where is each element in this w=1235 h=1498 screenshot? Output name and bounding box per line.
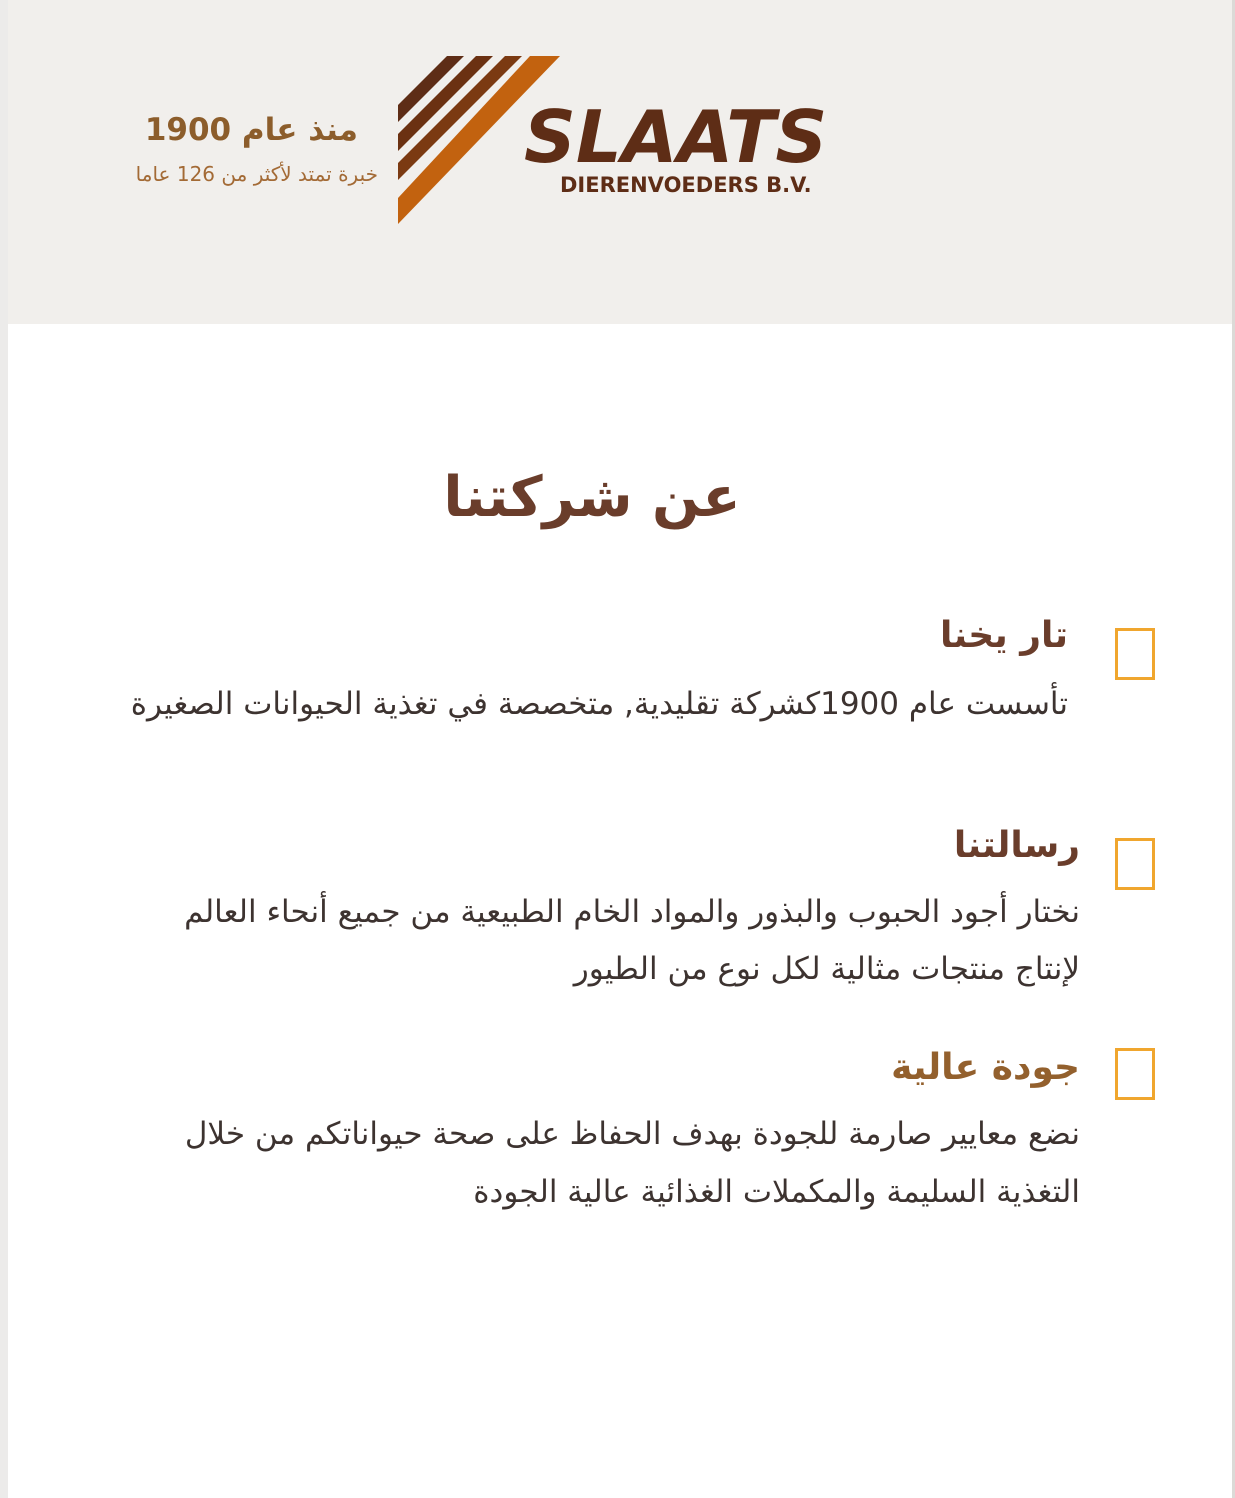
item-text-line: تأسست عام 1900كشركة تقليدية, متخصصة في تغذية الحيوانات الصغيرة: [130, 686, 1068, 722]
item-text-line: نختار أجود الحبوب والبذور والمواد الخام الطبيعية من جميع أنحاء العالم: [184, 894, 1080, 930]
item-heading: تار يخنا: [940, 615, 1068, 656]
checkbox-square-icon: [1115, 628, 1155, 680]
since-year-label: منذ عام 1900: [144, 112, 358, 148]
experience-tagline: خبرة تمتد لأكثر من 126 عاما: [135, 162, 378, 186]
slaats-logo-graphic: [392, 52, 852, 228]
item-heading: جودة عالية: [891, 1047, 1080, 1088]
item-text-line: لإنتاج منتجات مثالية لكل نوع من الطيور: [573, 951, 1080, 987]
about-title: عن شركتنا: [443, 465, 741, 530]
item-text-line: التغذية السليمة والمكملات الغذائية عالية الجودة: [473, 1174, 1080, 1210]
header: [8, 0, 1232, 324]
logo-brand-text: SLAATS: [524, 95, 828, 179]
checkbox-square-icon: [1115, 838, 1155, 890]
item-text-line: نضع معايير صارمة للجودة بهدف الحفاظ على صحة حيواناتكم من خلال: [184, 1116, 1080, 1152]
logo-subtitle-text: DIERENVOEDERS B.V.: [560, 173, 812, 197]
item-heading: رسالتنا: [953, 825, 1080, 866]
checkbox-square-icon: [1115, 1048, 1155, 1100]
page: [8, 0, 1232, 1498]
slaats-logo: [392, 52, 852, 228]
